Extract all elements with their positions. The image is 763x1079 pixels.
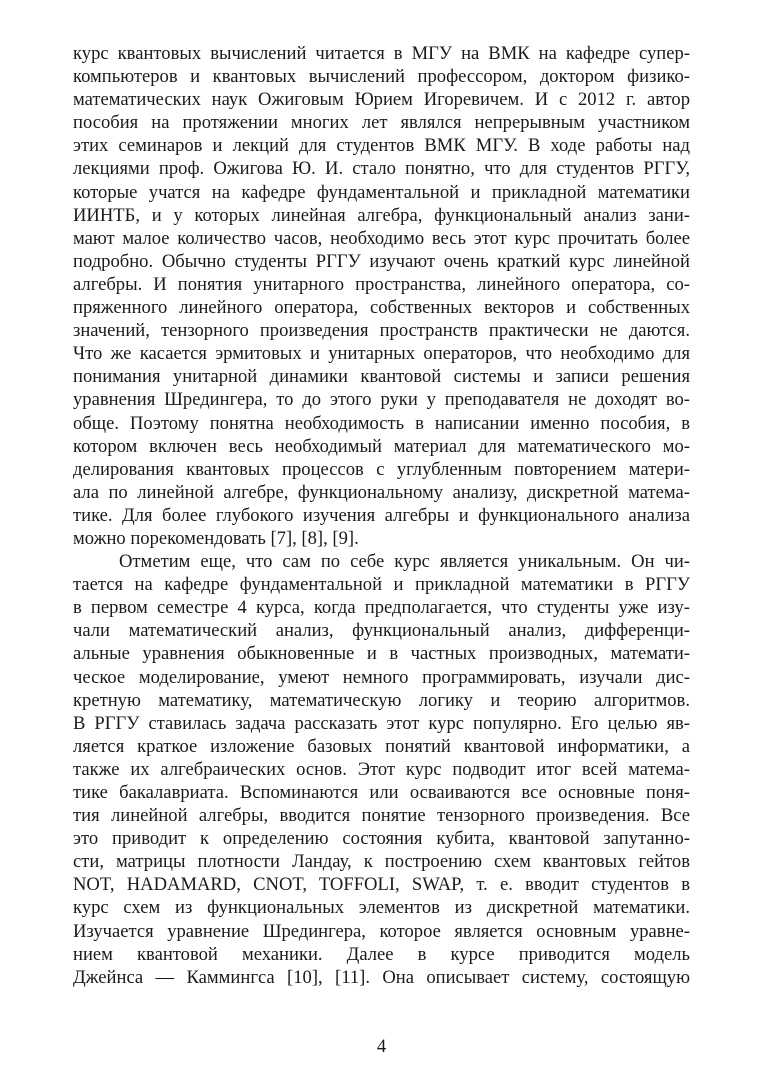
- text-line: тике. Для более глубокого изучения алгебры и функционального анализа: [73, 504, 690, 526]
- text-line: ческое моделирование, умеют немного программировать, изучали дис-: [73, 666, 690, 688]
- page-body: [73, 42, 690, 989]
- text-line: уравнения Шредингера, то до этого руки у преподавателя не доходят во-: [73, 389, 690, 411]
- text-line: Что же касается эрмитовых и унитарных операторов, что необходимо для: [73, 343, 690, 365]
- text-line: алгебры. И понятия унитарного пространства, линейного оператора, со-: [73, 273, 690, 295]
- text-line: понимания унитарной динамики квантовой системы и записи решения: [73, 366, 690, 388]
- text-line: делирования квантовых процессов с углубленным повторением матери-: [73, 458, 690, 480]
- text-line: математических наук Ожиговым Юрием Игоревичем. И с 2012 г. автор: [73, 89, 690, 111]
- text-line: в первом семестре 4 курса, когда предполагается, что студенты уже изу-: [73, 597, 690, 619]
- text-line: пособия на протяжении многих лет являлся непрерывным участником: [73, 112, 690, 134]
- text-line: Джейнса — Каммингса [10], [11]. Она описывает систему, состоящую: [73, 966, 690, 988]
- text-line: NOT, HADAMARD, CNOT, TOFFOLI, SWAP, т. е. вводит студентов в: [73, 874, 690, 896]
- text-line: ала по линейной алгебре, функциональному анализу, дискретной матема-: [73, 481, 690, 503]
- page-number: 4: [376, 1036, 387, 1057]
- text-line: ляется краткое изложение базовых понятий квантовой информатики, а: [73, 735, 690, 757]
- text-line: тике бакалавриата. Вспоминаются или осваиваются все основные поня-: [73, 782, 690, 803]
- text-line: чали математический анализ, функциональный анализ, дифференци-: [73, 620, 690, 642]
- text-line: Отметим еще, что сам по себе курс является уникальным. Он чи-: [119, 551, 690, 573]
- text-line: кретную математику, математическую логику и теорию алгоритмов.: [73, 689, 690, 711]
- paragraph-2: [73, 550, 690, 989]
- paragraph-1: [73, 42, 690, 550]
- text-line: пряженного линейного оператора, собственных векторов и собственных: [73, 297, 690, 319]
- text-line: тия линейной алгебры, вводится понятие тензорного произведения. Все: [73, 805, 690, 827]
- text-line: можно порекомендовать [7], [8], [9].: [73, 527, 359, 549]
- text-line: лекциями проф. Ожигова Ю. И. стало понятно, что для студентов РГГУ,: [73, 158, 690, 180]
- text-line: обще. Поэтому понятна необходимость в написании именно пособия, в: [73, 412, 690, 434]
- text-line: мают малое количество часов, необходимо весь этот курс прочитать более: [73, 227, 690, 249]
- text-line: компьютеров и квантовых вычислений профессором, доктором физико-: [73, 66, 690, 88]
- text-line: подробно. Обычно студенты РГГУ изучают очень краткий курс линейной: [73, 250, 690, 272]
- text-line: альные уравнения обыкновенные и в частных производных, математи-: [73, 643, 690, 665]
- text-line: тается на кафедре фундаментальной и прикладной математики в РГГУ: [73, 574, 690, 596]
- text-line: значений, тензорного произведения пространств практически не даются.: [73, 320, 690, 342]
- text-line: которые учатся на кафедре фундаментальной и прикладной математики: [73, 181, 690, 203]
- text-line: котором включен весь необходимый материал для математического мо-: [73, 435, 690, 457]
- text-line: В РГГУ ставилась задача рассказать этот курс популярно. Его целью яв-: [73, 712, 690, 734]
- text-line: курс квантовых вычислений читается в МГУ на ВМК на кафедре супер-: [73, 43, 690, 64]
- text-line: сти, матрицы плотности Ландау, к построению схем квантовых гейтов: [73, 851, 690, 873]
- text-line: курс схем из функциональных элементов из дискретной математики.: [73, 897, 690, 919]
- text-line: ИИНТБ, и у которых линейная алгебра, функциональный анализ зани-: [73, 204, 690, 226]
- text-line: это приводит к определению состояния кубита, квантовой запутанно-: [73, 828, 690, 850]
- text-line: этих семинаров и лекций для студентов ВМК МГУ. В ходе работы над: [73, 135, 690, 157]
- text-line: также их алгебраических основ. Этот курс подводит итог всей матема-: [73, 758, 690, 780]
- text-line: нием квантовой механики. Далее в курсе приводится модель: [73, 943, 690, 965]
- text-line: Изучается уравнение Шредингера, которое является основным уравне-: [73, 920, 690, 942]
